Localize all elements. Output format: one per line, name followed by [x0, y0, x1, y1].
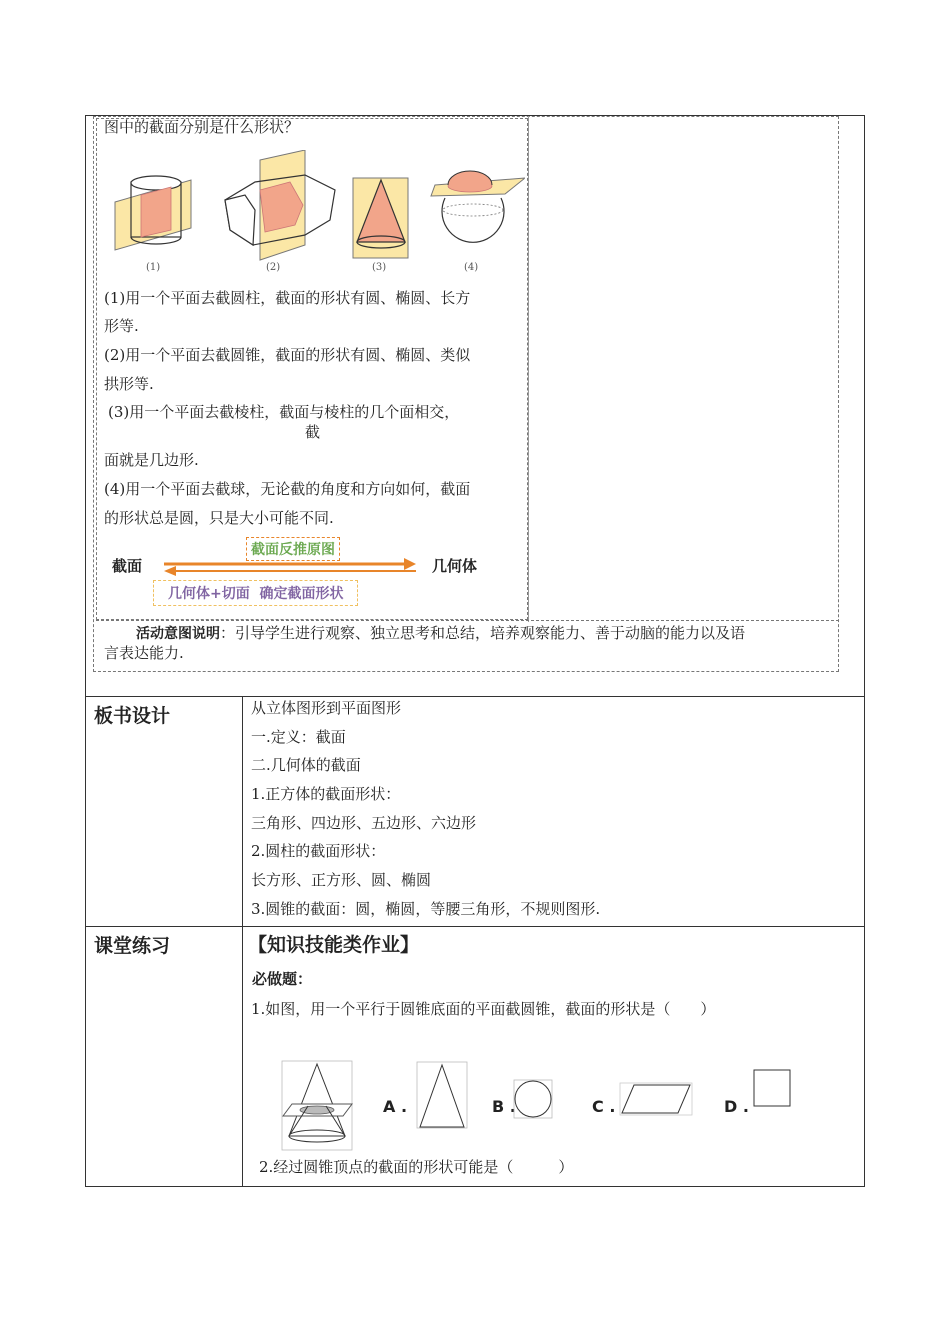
board-header: 板书设计 — [94, 705, 171, 727]
table-left-border — [85, 115, 86, 1187]
figure-prism — [225, 150, 335, 260]
practice-question-2: 2.经过圆锥顶点的截面的形状可能是（ ） — [259, 1158, 574, 1176]
activity-question: 图中的截面分别是什么形状？ — [104, 118, 300, 136]
figure-sphere — [431, 171, 525, 242]
board-line-5: 三角形、四边形、五边形、六边形 — [251, 814, 477, 832]
option-b-circle — [513, 1079, 553, 1119]
activity-line-4: 拱形等. — [104, 375, 154, 393]
figure-label-4: (4) — [464, 262, 479, 273]
option-c-label: C . — [592, 1097, 616, 1116]
board-line-2: 一.定义：截面 — [251, 728, 346, 746]
column-divider — [242, 696, 243, 1187]
table-right-border — [864, 115, 865, 1187]
activity-line-6: 截 — [305, 423, 321, 441]
board-line-6: 2.圆柱的截面形状： — [251, 842, 386, 860]
board-line-8: 3.圆锥的截面：圆，椭圆，等腰三角形，不规则图形. — [251, 900, 601, 918]
diagram-right-label: 几何体 — [432, 557, 478, 575]
option-c-parallelogram — [619, 1082, 693, 1116]
practice-title: 【知识技能类作业】 — [248, 934, 420, 956]
activity-line-2: 形等. — [104, 317, 139, 335]
diagram-bottom-box: 几何体+切面 确定截面形状 — [153, 580, 358, 606]
option-a-label: A . — [383, 1097, 408, 1116]
diagram-top-box: 截面反推原图 — [246, 537, 340, 561]
activity-line-5: (3)用一个平面去截棱柱，截面与棱柱的几个面相交， — [108, 403, 460, 421]
activity-line-7: 面就是几边形. — [104, 451, 199, 469]
option-d-label: D . — [724, 1097, 749, 1116]
activity-line-3: (2)用一个平面去截圆锥，截面的形状有圆、椭圆、类似 — [104, 346, 471, 364]
row-divider-practice — [85, 926, 865, 927]
intent-text-1: ：引导学生进行观察、独立思考和总结，培养观察能力、善于动脑的能力以及语 — [220, 624, 746, 642]
figure-label-3: (3) — [372, 262, 387, 273]
intent-label: 活动意图说明 — [136, 626, 220, 642]
option-a-triangle — [416, 1061, 468, 1129]
diagram-left-label: 截面 — [112, 557, 143, 575]
table-bottom-border — [85, 1186, 865, 1187]
row-divider-board — [85, 696, 865, 697]
intent-line-2: 言表达能力. — [104, 644, 184, 662]
figure-label-2: (2) — [266, 262, 281, 273]
option-d-square — [752, 1068, 792, 1108]
option-b-label: B . — [492, 1097, 516, 1116]
figure-label-1: (1) — [146, 262, 161, 273]
intent-line-1 — [136, 623, 745, 644]
practice-subtitle: 必做题： — [252, 970, 313, 988]
section-figures — [105, 150, 525, 280]
figure-cone — [353, 178, 408, 258]
board-line-7: 长方形、正方形、圆、椭圆 — [251, 871, 432, 889]
board-line-3: 二.几何体的截面 — [251, 756, 361, 774]
board-line-4: 1.正方体的截面形状： — [251, 785, 401, 803]
board-line-1: 从立体图形到平面图形 — [251, 699, 402, 717]
activity-line-8: (4)用一个平面去截球，无论截的角度和方向如何，截面 — [104, 480, 471, 498]
figure-cylinder — [115, 176, 191, 250]
activity-line-1: (1)用一个平面去截圆柱，截面的形状有圆、椭圆、长方 — [104, 289, 471, 307]
question-cone-figure — [280, 1060, 354, 1152]
activity-right-divider — [528, 116, 529, 622]
activity-line-9: 的形状总是圆，只是大小可能不同. — [104, 509, 334, 527]
practice-header: 课堂练习 — [94, 935, 171, 957]
practice-question-1: 1.如图，用一个平行于圆锥底面的平面截圆锥，截面的形状是（ ） — [251, 1000, 716, 1018]
